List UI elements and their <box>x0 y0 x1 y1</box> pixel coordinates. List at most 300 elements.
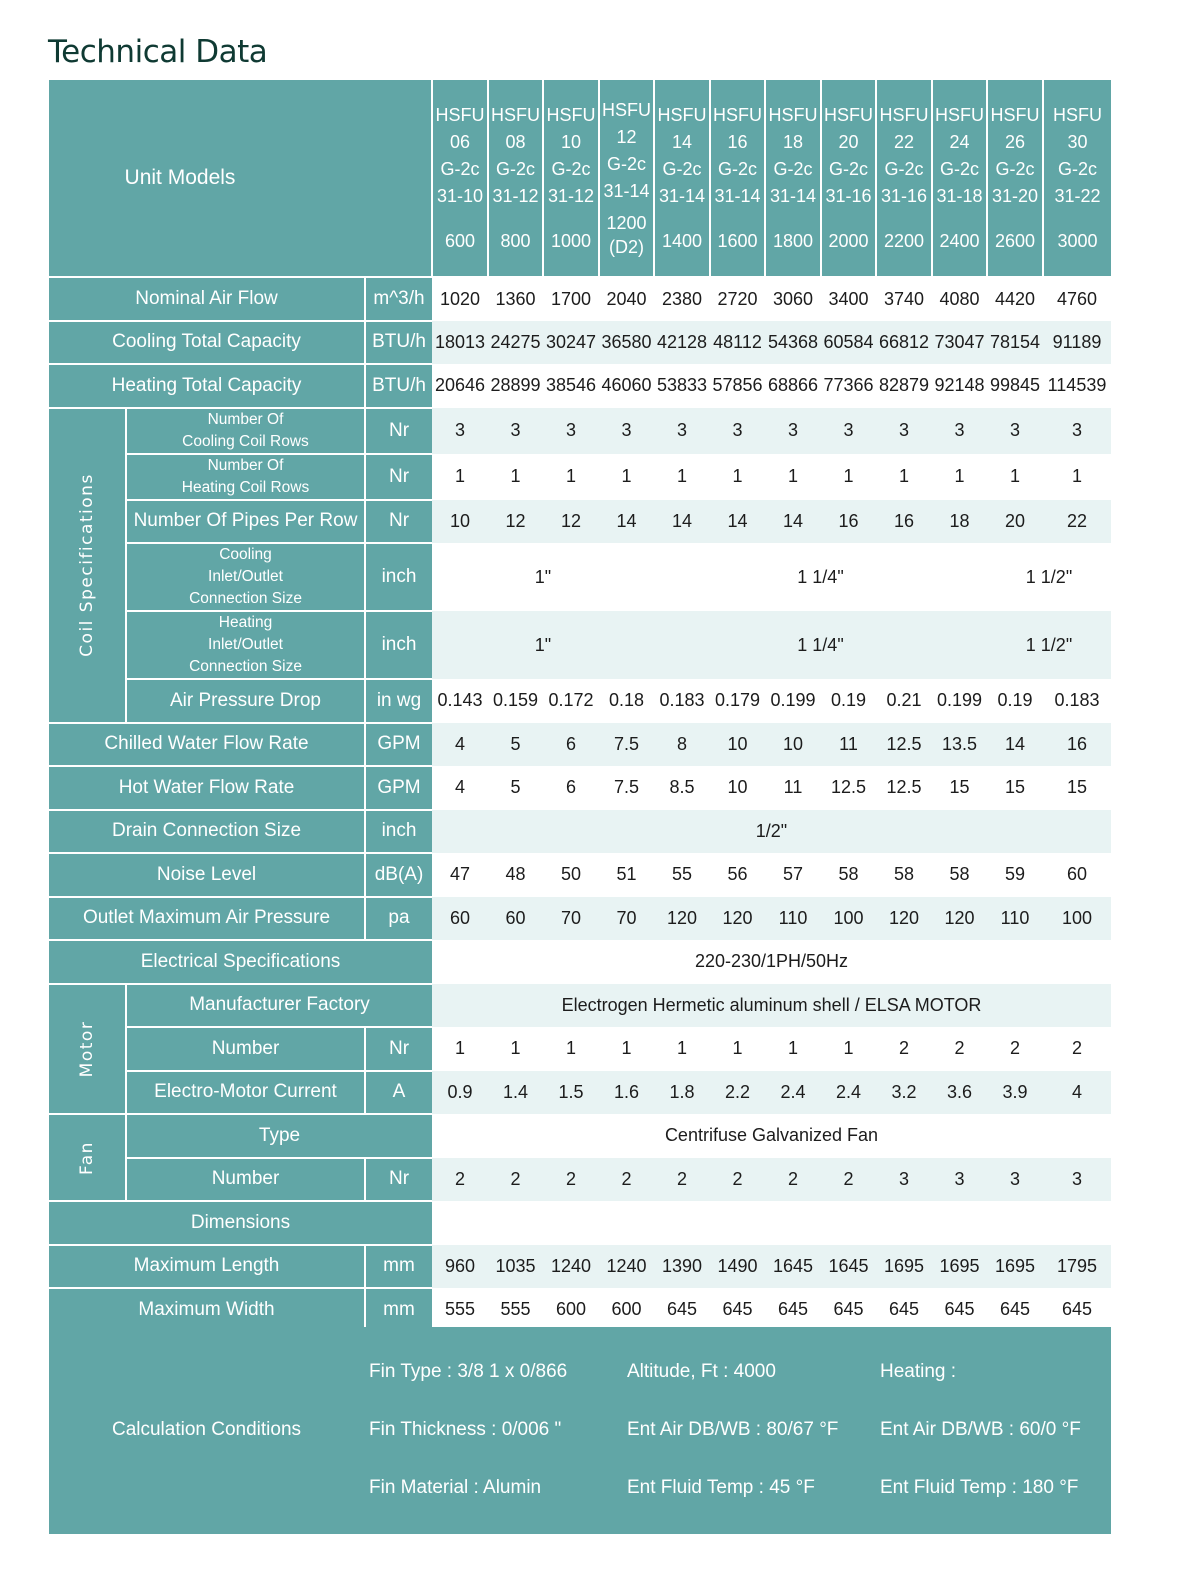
cell <box>654 454 710 500</box>
cell <box>654 679 710 723</box>
model-code-line: 10 <box>560 131 582 152</box>
cell-value: 114539 <box>1047 375 1107 396</box>
cell-value: 20 <box>1004 510 1026 531</box>
cell <box>710 1288 765 1332</box>
model-code-line: HSFU <box>491 104 540 125</box>
cell <box>654 723 710 767</box>
model-header <box>432 80 488 277</box>
row-heating-conn <box>49 611 1111 679</box>
cell <box>432 454 488 500</box>
cell-value: 3 <box>954 1168 965 1189</box>
row-label <box>49 364 365 408</box>
wide-cell <box>432 1114 1111 1158</box>
cell-value: 3.6 <box>946 1081 973 1102</box>
model-capacity: 2600 <box>994 230 1036 251</box>
cell <box>876 766 932 810</box>
cell <box>765 364 821 408</box>
cell <box>765 897 821 941</box>
row-label-text: Noise Level <box>156 863 257 885</box>
row-max-length <box>49 1245 1111 1289</box>
cell <box>821 321 876 365</box>
cell <box>987 1158 1043 1202</box>
calc-cooling-fluid: Ent Fluid Temp : 45 °F <box>627 1477 815 1498</box>
cell <box>543 766 599 810</box>
cell-value: 1695 <box>994 1255 1036 1276</box>
cell-value: 18013 <box>434 331 486 352</box>
row-nominal-air-flow <box>49 277 1111 321</box>
model-code-line: 18 <box>782 131 804 152</box>
row-label-text: Heating Total Capacity <box>111 374 302 396</box>
row-label <box>49 1245 365 1289</box>
cell-value: 82879 <box>878 375 930 396</box>
cell-value: 1 <box>843 466 854 486</box>
cell <box>432 766 488 810</box>
model-header <box>1043 80 1111 277</box>
cell <box>1043 1245 1111 1289</box>
cell <box>821 408 876 454</box>
cell-value: 3400 <box>828 288 869 309</box>
cell <box>543 1027 599 1071</box>
cell-value: 1 <box>1009 466 1020 486</box>
cell-value: 2 <box>787 1168 798 1189</box>
cell <box>1043 1288 1111 1332</box>
model-code-line: HSFU <box>879 104 929 125</box>
model-code-line: 31-16 <box>880 185 928 206</box>
cell-value: 36580 <box>601 331 652 352</box>
cell-value: 14 <box>616 510 637 531</box>
cell <box>488 454 543 500</box>
cell-value: 12.5 <box>886 777 922 798</box>
cell <box>876 500 932 544</box>
cell-value: 38546 <box>545 375 597 396</box>
cell-value: 3 <box>1009 1168 1020 1189</box>
row-heating-capacity <box>49 364 1111 408</box>
cell-value: 6 <box>565 733 576 754</box>
cell-value: 960 <box>444 1255 476 1276</box>
row-label-text: Type <box>258 1124 301 1146</box>
row-outlet-pressure <box>49 897 1111 941</box>
model-code-line: G-2c <box>606 154 646 174</box>
cell <box>1043 679 1111 723</box>
cell <box>1043 277 1111 321</box>
row-unit-text: m^3/h <box>373 287 425 309</box>
cell <box>821 679 876 723</box>
cell-value: 0.159 <box>492 690 539 711</box>
row-label <box>49 1288 365 1332</box>
calc-fin-thickness: Fin Thickness : 0/006 " <box>369 1419 562 1440</box>
calc-fin-type: Fin Type : 3/8 1 x 0/866 <box>369 1361 568 1382</box>
cell <box>821 897 876 941</box>
cell-value: 28899 <box>490 375 541 396</box>
cell-value: 5 <box>510 733 521 754</box>
wide-cell <box>432 1201 1111 1245</box>
cell <box>543 277 599 321</box>
cell-value: 120 <box>722 907 753 928</box>
row-label-text: Dimensions <box>190 1211 291 1233</box>
cell-value: 1 <box>787 1038 798 1059</box>
cell-value: 30247 <box>545 331 597 352</box>
row-unit <box>365 321 432 365</box>
cell-value: 1390 <box>661 1255 703 1276</box>
cell-value: 13.5 <box>941 733 978 754</box>
cell-value: 2.4 <box>835 1081 862 1102</box>
cell-value: 12.5 <box>886 733 922 754</box>
model-header <box>543 80 599 277</box>
cell-value: 55 <box>671 864 693 885</box>
row-unit-text: in wg <box>376 689 422 711</box>
row-unit-text: Nr <box>388 1168 410 1190</box>
model-code-line: 26 <box>1004 131 1026 152</box>
cell <box>710 364 765 408</box>
cell <box>543 853 599 897</box>
span-cell <box>987 543 1111 611</box>
cell-value: 555 <box>444 1299 476 1320</box>
cell-value: 110 <box>778 907 808 928</box>
cell-value: 1645 <box>772 1255 814 1276</box>
cell <box>932 1071 987 1115</box>
cell-value: 10 <box>449 510 471 531</box>
row-unit-text: mm <box>383 1255 415 1277</box>
cell-value: 11 <box>839 733 858 754</box>
cell-value: 1695 <box>939 1255 980 1276</box>
row-max-width <box>49 1288 1111 1332</box>
model-code-line: HSFU <box>768 104 818 125</box>
cell <box>599 1288 654 1332</box>
row-cooling-capacity <box>49 321 1111 365</box>
cell-value: 1 <box>898 466 909 486</box>
cell <box>821 1071 876 1115</box>
cell <box>932 897 987 941</box>
model-code-line: 31-20 <box>991 185 1039 206</box>
cell <box>821 1158 876 1202</box>
row-label <box>126 500 365 544</box>
cell <box>765 1158 821 1202</box>
cell-value: 57 <box>782 864 804 885</box>
cell <box>432 1245 488 1289</box>
model-code-line: 12 <box>616 127 637 147</box>
cell <box>710 454 765 500</box>
cell <box>432 364 488 408</box>
cell <box>432 277 488 321</box>
cell-value: 73047 <box>934 331 985 352</box>
cell-value: 91189 <box>1052 331 1102 352</box>
row-label-text: Chilled Water Flow Rate <box>104 733 309 755</box>
cell-value: 3060 <box>772 288 814 309</box>
cell-value: 2380 <box>661 288 703 309</box>
cell-value: 47 <box>449 864 471 885</box>
cell-value: 4 <box>454 777 465 798</box>
model-code-line: 24 <box>949 131 970 152</box>
row-label <box>126 984 432 1028</box>
cell <box>932 723 987 767</box>
cell-value: 600 <box>611 1299 642 1320</box>
group-label-motor: Motor <box>77 1020 97 1078</box>
cell <box>599 679 654 723</box>
calc-heating-label: Heating : <box>880 1361 957 1382</box>
cell <box>599 408 654 454</box>
model-header <box>987 80 1043 277</box>
row-unit <box>365 1071 432 1115</box>
cell-value: 1020 <box>439 288 481 309</box>
row-label <box>49 277 365 321</box>
row-unit <box>365 454 432 500</box>
cell-value: 1 <box>732 466 743 486</box>
cell-value: 0.9 <box>447 1081 473 1102</box>
row-unit <box>365 810 432 854</box>
cell <box>1043 1071 1111 1115</box>
cell <box>765 408 821 454</box>
cell-value: 645 <box>666 1299 698 1320</box>
cell <box>432 853 488 897</box>
model-header <box>821 80 876 277</box>
model-header <box>932 80 987 277</box>
cell-value: 600 <box>555 1299 587 1320</box>
model-code-line: G-2c <box>828 158 868 179</box>
model-code-line: HSFU <box>935 104 984 125</box>
cell <box>876 364 932 408</box>
cell-value: 15 <box>949 777 970 798</box>
row-unit <box>365 1158 432 1202</box>
model-code-line: 08 <box>505 131 526 152</box>
cell <box>821 500 876 544</box>
row-label <box>49 723 365 767</box>
cell <box>932 408 987 454</box>
cell <box>765 1027 821 1071</box>
row-unit <box>365 611 432 679</box>
calc-fin-material: Fin Material : Alumin <box>369 1477 542 1498</box>
cell <box>654 1288 710 1332</box>
wide-cell <box>432 984 1111 1028</box>
cell-value: 15 <box>1066 777 1088 798</box>
model-code-line: 31-12 <box>492 185 539 206</box>
row-label-text: Manufacturer Factory <box>189 994 370 1016</box>
cell-value: 1 1/4" <box>797 634 844 655</box>
cell <box>932 454 987 500</box>
cell <box>987 897 1043 941</box>
cell <box>488 1158 543 1202</box>
cell-value: 2.4 <box>780 1081 806 1102</box>
cell <box>543 1288 599 1332</box>
row-unit-text: inch <box>381 566 417 587</box>
cell-value: 2040 <box>606 288 647 309</box>
row-unit-text: Nr <box>388 510 410 532</box>
cell <box>821 723 876 767</box>
cell-value: 1.4 <box>502 1081 529 1102</box>
model-code-line: 14 <box>671 131 693 152</box>
cell <box>710 1027 765 1071</box>
cell-value: 60584 <box>823 331 874 352</box>
cell-value: 60 <box>1066 864 1088 885</box>
cell <box>488 897 543 941</box>
row-label <box>126 543 365 611</box>
row-unit <box>365 897 432 941</box>
cell-value: 645 <box>722 1299 753 1320</box>
cell <box>821 766 876 810</box>
model-capacity: 1200 (D2) <box>606 213 647 257</box>
row-electrical <box>49 940 1111 984</box>
row-label <box>49 1201 432 1245</box>
cell-value: 8.5 <box>669 777 695 798</box>
cell-value: 1 <box>843 1038 854 1059</box>
cell <box>1043 1158 1111 1202</box>
row-unit <box>365 1288 432 1332</box>
cell-value: 12 <box>560 510 582 531</box>
cell-value: 8 <box>676 733 687 754</box>
cell-value: 1 <box>565 1038 576 1059</box>
model-code-line: G-2c <box>495 158 535 179</box>
row-label-text: Electro-Motor Current <box>154 1081 337 1103</box>
model-code-line: HSFU <box>1053 104 1102 125</box>
cell <box>488 853 543 897</box>
cell <box>987 1288 1043 1332</box>
row-cooling-conn <box>49 543 1111 611</box>
cell <box>543 723 599 767</box>
cell <box>987 454 1043 500</box>
cell-value: 645 <box>944 1299 975 1320</box>
cell <box>432 723 488 767</box>
row-unit-text: inch <box>381 634 417 655</box>
cell <box>987 500 1043 544</box>
cell-value: 2 <box>898 1038 909 1059</box>
cell <box>1043 408 1111 454</box>
row-cooling-coil-rows <box>49 408 1111 454</box>
group-motor <box>49 984 126 1115</box>
model-code-line: 31-22 <box>1054 185 1101 206</box>
model-code-line: 31-18 <box>936 185 983 206</box>
row-label <box>126 1027 365 1071</box>
cell-value: 46060 <box>601 375 652 396</box>
cell-value: 14 <box>671 510 693 531</box>
header-row <box>49 80 1111 277</box>
cell <box>710 1245 765 1289</box>
row-unit-text: BTU/h <box>372 374 426 396</box>
cell-value: 14 <box>782 510 804 531</box>
cell-value: 1 <box>621 466 632 486</box>
wide-cell <box>432 810 1111 854</box>
row-unit <box>365 408 432 454</box>
cell <box>765 321 821 365</box>
cell-value: 100 <box>833 907 864 928</box>
cell <box>654 364 710 408</box>
cell <box>765 723 821 767</box>
cell <box>765 500 821 544</box>
model-code-line: 16 <box>727 131 748 152</box>
model-capacity: 2000 <box>828 230 869 251</box>
model-code-line: G-2c <box>939 158 979 179</box>
row-unit-text: Nr <box>388 419 410 441</box>
cell-value: 3740 <box>883 288 925 309</box>
cell-value: 4 <box>454 733 465 754</box>
model-code-line: G-2c <box>551 158 591 179</box>
cell-value: 3 <box>1071 1168 1082 1189</box>
cell-value: 1 <box>454 1038 465 1059</box>
span-cell <box>432 543 654 611</box>
cell-value: 2 <box>676 1168 687 1189</box>
cell <box>543 1245 599 1289</box>
cell <box>543 408 599 454</box>
row-unit <box>365 853 432 897</box>
cell-value: 56 <box>727 864 748 885</box>
cell-value: 57856 <box>712 375 763 396</box>
cell-value: 51 <box>616 864 637 885</box>
cell-value: 1 <box>1071 466 1082 486</box>
cell <box>876 408 932 454</box>
row-noise <box>49 853 1111 897</box>
cell-value: 2.2 <box>724 1081 751 1102</box>
row-label <box>126 454 365 500</box>
cell-value: 2 <box>1071 1038 1082 1059</box>
unit-models-text: Unit Models <box>124 166 236 189</box>
cell <box>432 500 488 544</box>
cell <box>432 679 488 723</box>
cell-value: 3 <box>843 420 854 440</box>
model-capacity: 3000 <box>1057 230 1098 251</box>
cell <box>765 1071 821 1115</box>
cell-value: 68866 <box>767 375 819 396</box>
row-unit <box>365 277 432 321</box>
cell-value: 2 <box>565 1168 576 1189</box>
cell <box>599 723 654 767</box>
cell <box>1043 1027 1111 1071</box>
technical-data-table <box>49 80 1111 1376</box>
cell-value: 60 <box>505 907 526 928</box>
cell <box>432 897 488 941</box>
calc-heating-air: Ent Air DB/WB : 60/0 °F <box>880 1419 1081 1440</box>
row-label-text: Nominal Air Flow <box>135 287 278 309</box>
cell <box>432 1158 488 1202</box>
cell <box>1043 364 1111 408</box>
cell-value: 58 <box>838 864 859 885</box>
cell <box>654 766 710 810</box>
cell <box>876 723 932 767</box>
cell <box>654 1027 710 1071</box>
cell-value: 110 <box>1000 907 1030 928</box>
row-unit <box>365 500 432 544</box>
model-code-line: 30 <box>1067 131 1088 152</box>
model-header <box>710 80 765 277</box>
row-label <box>126 611 365 679</box>
cell-value: 0.183 <box>1054 690 1100 711</box>
calc-label: Calculation Conditions <box>111 1419 302 1440</box>
row-label <box>49 766 365 810</box>
cell <box>488 277 543 321</box>
model-code-line: G-2c <box>440 158 480 179</box>
row-label-text: Number <box>211 1168 280 1190</box>
row-label-text: Air Pressure Drop <box>170 689 321 711</box>
cell <box>987 853 1043 897</box>
row-label-text: Electrical Specifications <box>140 950 341 972</box>
row-label <box>126 1114 432 1158</box>
row-label <box>49 940 432 984</box>
row-label-text: Maximum Length <box>133 1255 280 1277</box>
row-manufacturer <box>49 984 1111 1028</box>
cell <box>932 364 987 408</box>
cell-value: 10 <box>727 777 748 798</box>
cell <box>599 1071 654 1115</box>
cell <box>543 679 599 723</box>
model-capacity: 2200 <box>883 230 925 251</box>
calculation-conditions <box>49 1327 1111 1534</box>
cell-value: 1 <box>954 466 965 486</box>
cell-value: 1795 <box>1056 1255 1098 1276</box>
cell-value: 70 <box>560 907 582 928</box>
cell-value: 3 <box>454 420 465 440</box>
cell-value: 2 <box>732 1168 743 1189</box>
cell-value: 120 <box>666 907 698 928</box>
cell-value: 1/2" <box>755 820 788 841</box>
cell-value: 18 <box>949 510 970 531</box>
row-label <box>126 408 365 454</box>
